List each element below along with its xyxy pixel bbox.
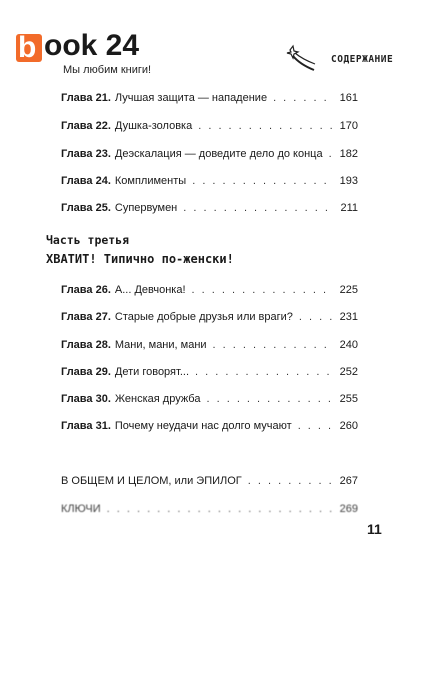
toc-entry xyxy=(61,339,358,351)
leader-dots xyxy=(107,503,334,515)
page-ref: 260 xyxy=(339,420,358,432)
page-ref: 252 xyxy=(339,366,358,378)
page-number: 11 xyxy=(367,521,382,537)
page-ref: 211 xyxy=(340,202,358,214)
chapter-title: Душка-золовка xyxy=(114,120,193,132)
leader-dots xyxy=(248,475,334,487)
page-ref: 170 xyxy=(339,120,358,132)
toc-entry xyxy=(61,202,358,214)
chapter-number: Глава 30. xyxy=(61,393,111,405)
page-ref: 255 xyxy=(339,393,358,405)
page-ref: 225 xyxy=(339,284,358,296)
page-ref: 267 xyxy=(339,475,358,487)
chapter-number: Глава 22. xyxy=(61,120,111,132)
toc-entry xyxy=(61,366,358,378)
chapter-number: Глава 26. xyxy=(61,284,111,296)
leader-dots xyxy=(183,202,334,214)
page-ref: 182 xyxy=(339,148,358,160)
part-title: ХВАТИТ! Типично по-женски! xyxy=(46,252,234,266)
toc-entry-keys xyxy=(61,503,358,515)
leader-dots xyxy=(298,420,334,432)
toc-entry xyxy=(61,148,358,160)
chapter-number: Глава 25. xyxy=(61,202,111,214)
leader-dots xyxy=(273,92,334,104)
logo-b-badge xyxy=(16,31,42,64)
leader-dots xyxy=(299,311,334,323)
logo-b-letter: b xyxy=(18,31,37,64)
leader-dots xyxy=(195,366,334,378)
leader-dots xyxy=(213,339,334,351)
chapter-title: Лучшая защита — нападение xyxy=(114,92,268,104)
chapter-number: Глава 24. xyxy=(61,175,111,187)
chapter-number: Глава 31. xyxy=(61,420,111,432)
toc-entry-epilogue xyxy=(61,475,358,487)
section-title: В ОБЩЕМ И ЦЕЛОМ, или ЭПИЛОГ xyxy=(61,475,242,487)
chapter-title: А... Девчонка! xyxy=(114,284,186,296)
toc-entry xyxy=(61,284,358,296)
logo-tagline: Мы любим книги! xyxy=(63,64,152,76)
chapter-title: Деэскалация — доведите дело до конца xyxy=(114,148,323,160)
toc-entry xyxy=(61,92,358,104)
leader-dots xyxy=(206,393,334,405)
running-head: СОДЕРЖАНИЕ xyxy=(331,54,394,65)
toc-entry xyxy=(61,120,358,132)
chapter-number: Глава 21. xyxy=(61,92,111,104)
chapter-title: Комплименты xyxy=(114,175,187,187)
comet-icon xyxy=(284,42,318,76)
logo-word: ook 24 xyxy=(44,29,140,62)
leader-dots xyxy=(192,284,334,296)
page-ref: 161 xyxy=(339,92,358,104)
toc-entry xyxy=(61,175,358,187)
leader-dots xyxy=(329,148,334,160)
chapter-number: Глава 23. xyxy=(61,148,111,160)
chapter-number: Глава 28. xyxy=(61,339,111,351)
leader-dots xyxy=(192,175,334,187)
chapter-title: Дети говорят... xyxy=(114,366,189,378)
book24-logo xyxy=(16,30,156,80)
chapter-number: Глава 27. xyxy=(61,311,111,323)
page-ref: 193 xyxy=(339,175,358,187)
chapter-number: Глава 29. xyxy=(61,366,111,378)
chapter-title: Старые добрые друзья или враги? xyxy=(114,311,293,323)
leader-dots xyxy=(198,120,334,132)
page-ref: 269 xyxy=(339,503,358,515)
page-ref: 231 xyxy=(339,311,358,323)
page-ref: 240 xyxy=(339,339,358,351)
toc-entry xyxy=(61,393,358,405)
chapter-title: Супервумен xyxy=(114,202,178,214)
section-title: КЛЮЧИ xyxy=(61,503,101,515)
part-label: Часть третья xyxy=(46,233,130,247)
chapter-title: Почему неудачи нас долго мучают xyxy=(114,420,292,432)
toc-entry xyxy=(61,311,358,323)
toc-entry xyxy=(61,420,358,432)
chapter-title: Женская дружба xyxy=(114,393,201,405)
chapter-title: Мани, мани, мани xyxy=(114,339,207,351)
